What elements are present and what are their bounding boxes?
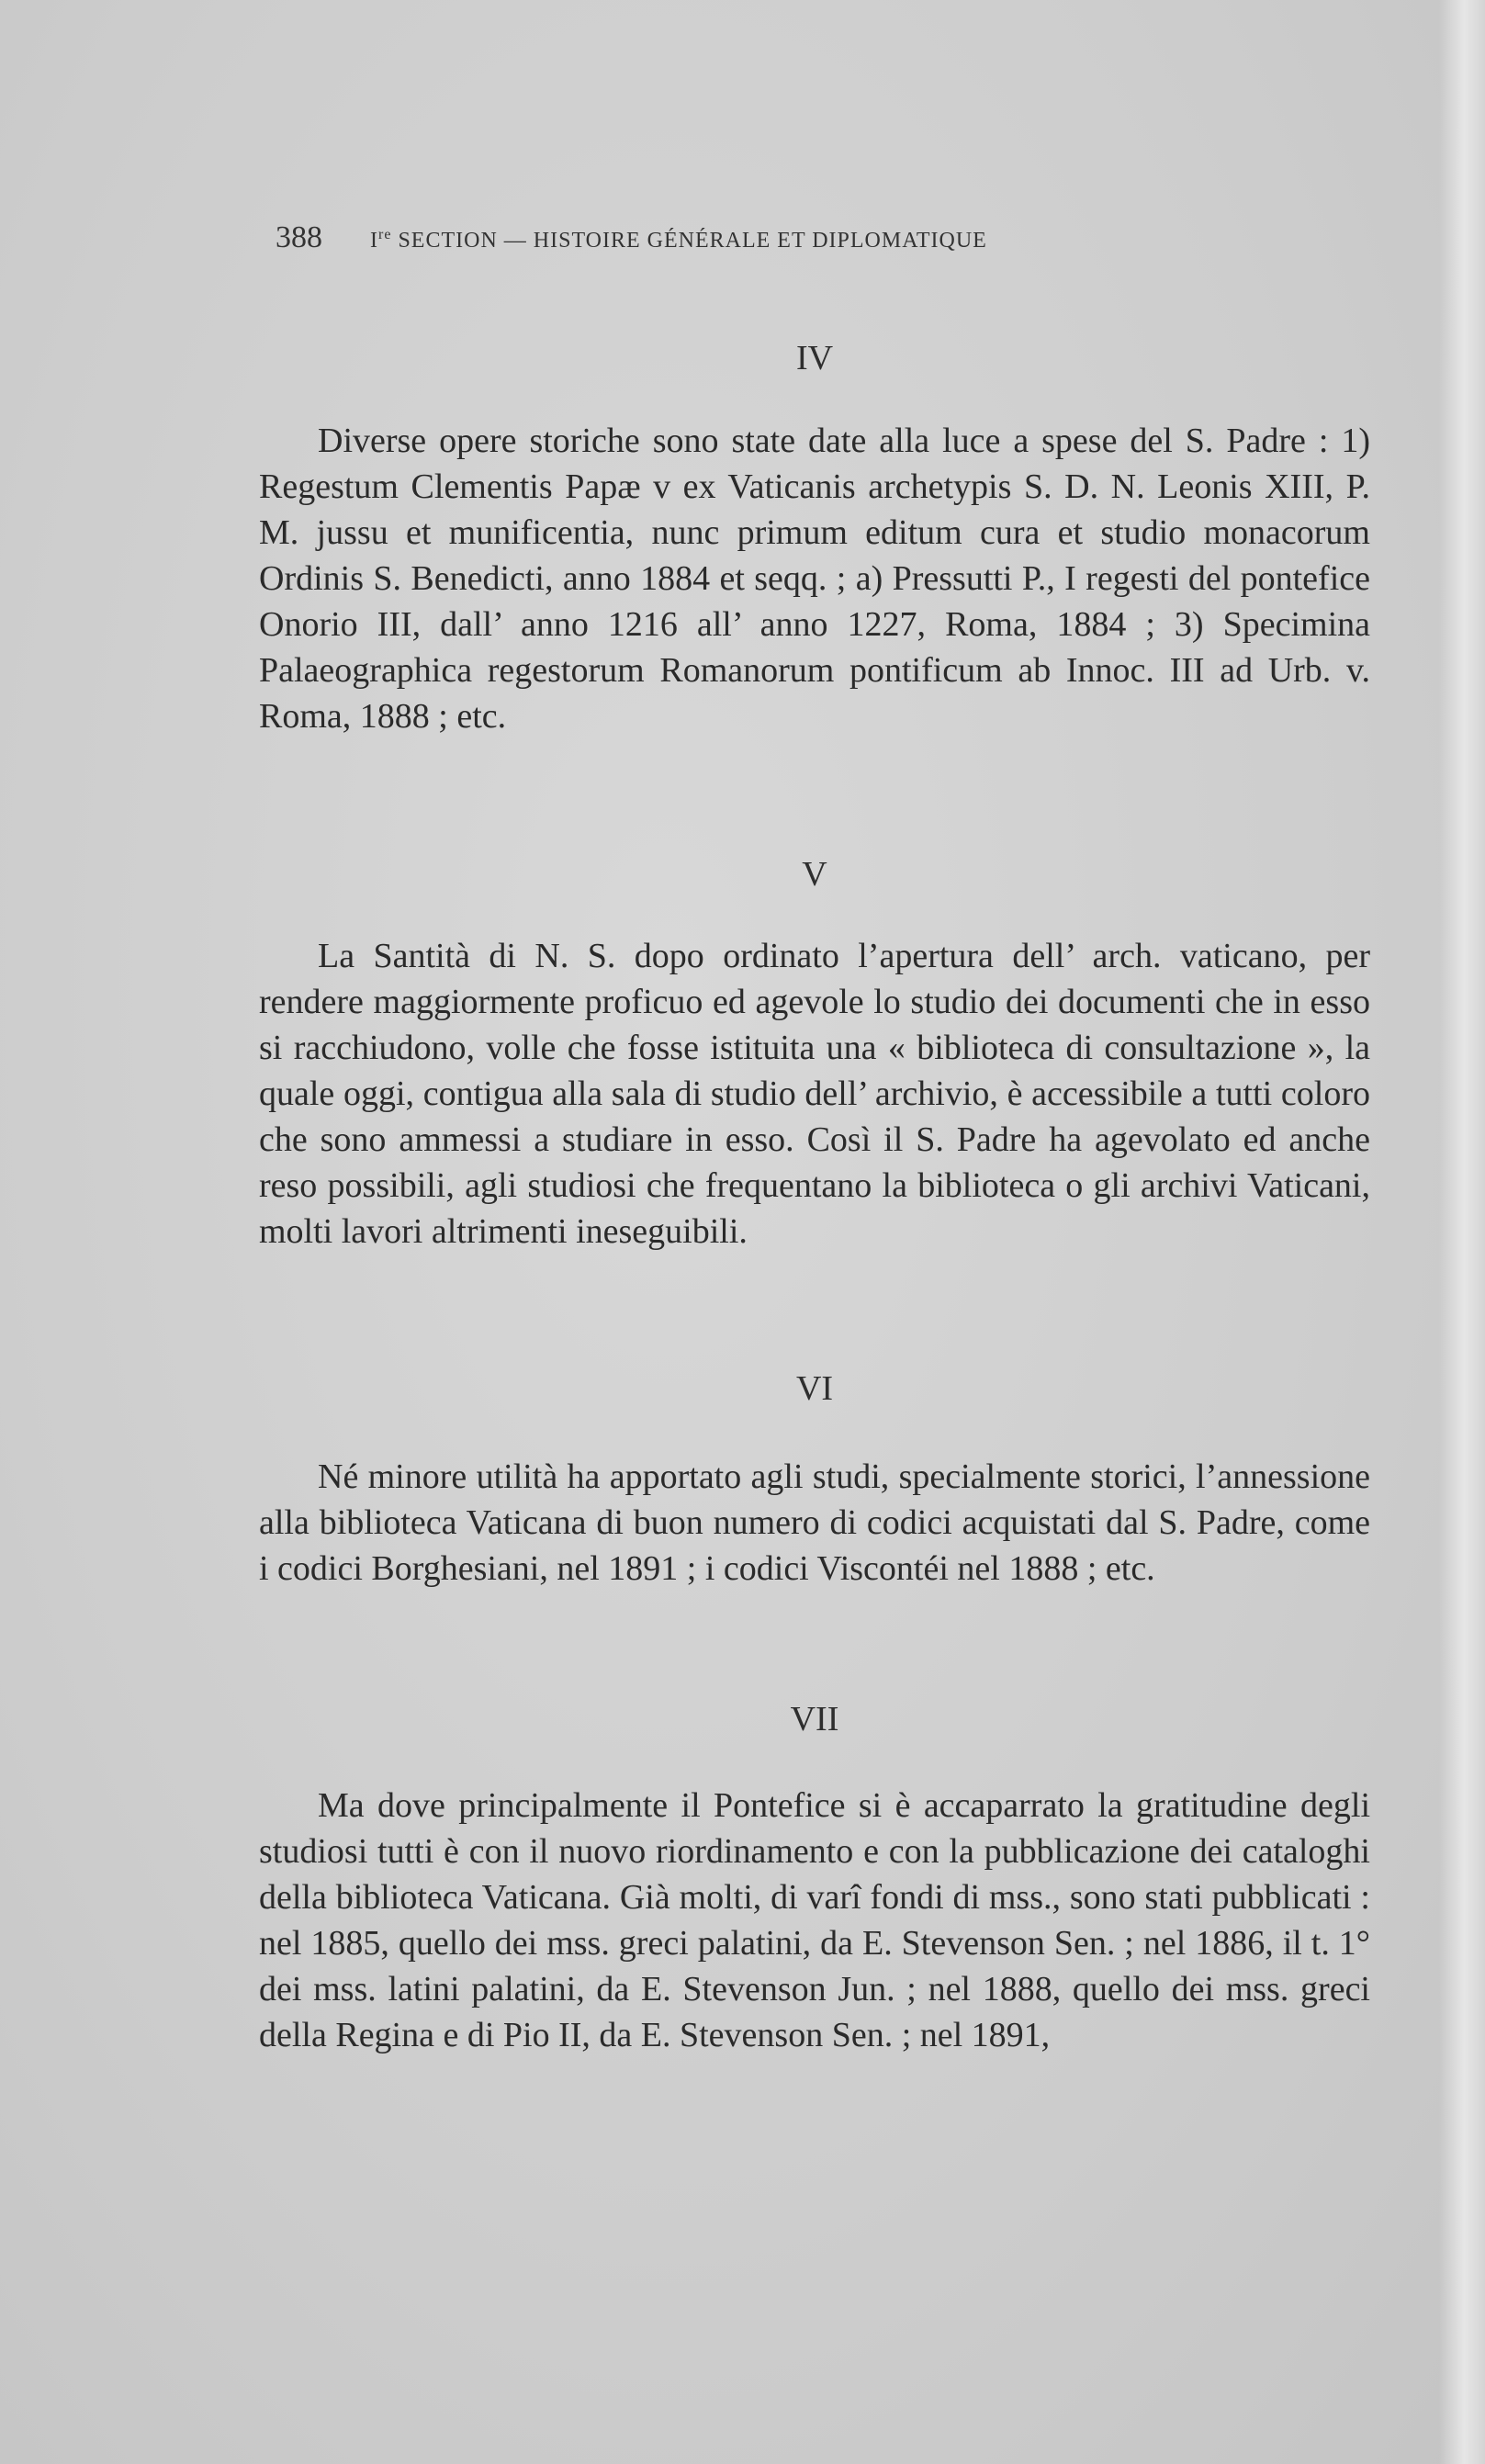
section-title: SECTION — HISTOIRE GÉNÉRALE ET DIPLOMATIQUE bbox=[398, 229, 987, 253]
section-heading-v: V bbox=[802, 855, 827, 894]
section-body-v bbox=[259, 933, 1370, 1255]
section-body-vi bbox=[259, 1454, 1370, 1592]
section-heading-vii: VII bbox=[790, 1700, 839, 1738]
section-body-iv bbox=[259, 418, 1370, 739]
section-superscript: re bbox=[378, 227, 392, 242]
section-heading-iv: IV bbox=[795, 339, 834, 377]
paragraph: Diverse opere storiche sono state date alla luce a spese del S. Padre : 1) Regestum Clementis Papæ v ex Vaticanis archetypis S. D. N. Leonis XIII, P. M. jussu et munificentia, nunc primum editum cura et studio monacorum Ordinis S. Benedicti, anno 1884 et seqq. ; a) Pressutti P., I regesti del pontefice Onorio III, dall’ anno 1216 all’ anno 1227, Roma, 1884 ; 3) Specimina Palaeographica regestorum Romanorum pontificum ab Innoc. III ad Urb. v. Roma, 1888 ; etc. bbox=[259, 422, 1370, 736]
paragraph: La Santità di N. S. dopo ordinato l’apertura dell’ arch. vaticano, per rendere maggiormente proficuo ed agevole lo studio dei documenti che in esso si racchiudono, volle che fosse istituita una « biblioteca di consultazione », la quale oggi, contigua alla sala di studio dell’ archivio, è accessibile a tutti coloro che sono ammessi a studiare in esso. Così il S. Padre ha agevolato ed anche reso possibili, agli studiosi che frequentano la biblioteca o gli archivi Vaticani, molti lavori altrimenti ineseguibili. bbox=[259, 937, 1370, 1251]
section-body-vii bbox=[259, 1783, 1370, 2058]
paragraph: Ma dove principalmente il Pontefice si è accaparrato la gratitudine degli studiosi tutti è con il nuovo riordinamento e con la pubblicazione dei cataloghi della biblioteca Vaticana. Già molti, di varî fondi di mss., sono stati pubblicati : nel 1885, quello dei mss. greci palatini, da E. Stevenson Sen. ; nel 1886, il t. 1° dei mss. latini palatini, da E. Stevenson Jun. ; nel 1888, quello dei mss. greci della Regina e di Pio II, da E. Stevenson Sen. ; nel 1891, bbox=[259, 1786, 1370, 2054]
section-heading-vi: VI bbox=[795, 1369, 834, 1408]
page-number: 388 bbox=[276, 220, 322, 254]
running-header bbox=[276, 220, 1212, 255]
paragraph: Né minore utilità ha apportato agli studi, specialmente storici, l’annessione alla biblioteca Vaticana di buon numero di codici acquistati dal S. Padre, come i codici Borghesiani, nel 1891 ; i codici Viscontéi nel 1888 ; etc. bbox=[259, 1457, 1370, 1588]
section-prefix: I bbox=[370, 229, 378, 253]
